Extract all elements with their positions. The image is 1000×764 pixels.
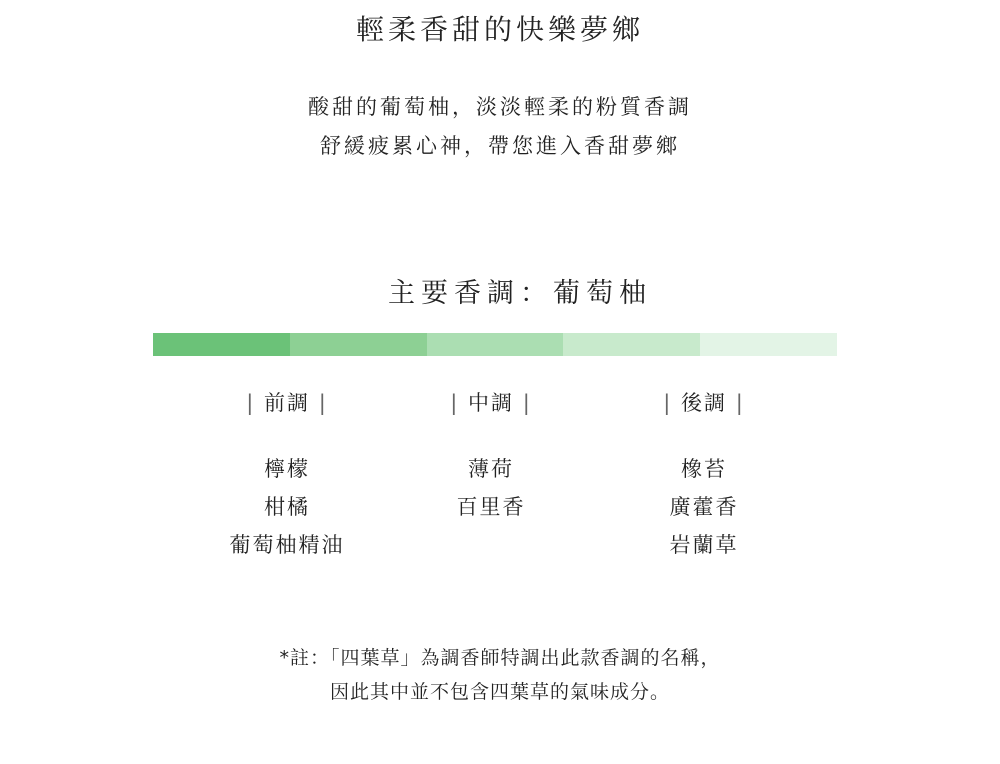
gradient-bar-segment-4 <box>563 333 700 356</box>
top-note-item: 柑橘 <box>264 495 310 519</box>
top-notes-label: 前調 <box>264 391 310 415</box>
top-note-item: 葡萄柚精油 <box>229 533 345 557</box>
base-note-item: 岩蘭草 <box>669 533 739 557</box>
description-line-2: 舒緩疲累心神，帶您進入香甜夢鄉 <box>320 134 680 158</box>
pipe-left: | <box>246 391 256 415</box>
page-title: 輕柔香甜的快樂夢鄉 <box>355 13 644 46</box>
footnote-line-1: *註：「四葉草」為調香師特調出此款香調的名稱， <box>279 647 721 669</box>
base-notes-label: 後調 <box>681 391 727 415</box>
middle-notes-column <box>371 389 611 526</box>
pipe-left: | <box>663 391 673 415</box>
pipe-right: | <box>735 391 745 415</box>
base-note-item: 廣藿香 <box>669 495 739 519</box>
base-notes-header <box>584 389 824 417</box>
pipe-right: | <box>522 391 532 415</box>
middle-note-item: 百里香 <box>456 495 526 519</box>
gradient-bar-segment-5 <box>700 333 837 356</box>
middle-notes-header <box>371 389 611 417</box>
middle-note-item: 薄荷 <box>468 457 514 481</box>
scent-gradient-bar <box>153 333 837 356</box>
gradient-bar-segment-1 <box>153 333 290 356</box>
footnote-line-2: 因此其中並不包含四葉草的氣味成分。 <box>329 681 670 703</box>
top-note-item: 檸檬 <box>264 457 310 481</box>
base-notes-column <box>584 389 824 564</box>
middle-notes-label: 中調 <box>468 391 514 415</box>
description-line-1: 酸甜的葡萄柚，淡淡輕柔的粉質香調 <box>308 95 692 119</box>
pipe-right: | <box>318 391 328 415</box>
base-note-item: 橡苔 <box>681 457 727 481</box>
pipe-left: | <box>450 391 460 415</box>
main-note-heading: 主要香調：葡萄柚 <box>388 278 652 309</box>
gradient-bar-segment-3 <box>427 333 564 356</box>
gradient-bar-segment-2 <box>290 333 427 356</box>
